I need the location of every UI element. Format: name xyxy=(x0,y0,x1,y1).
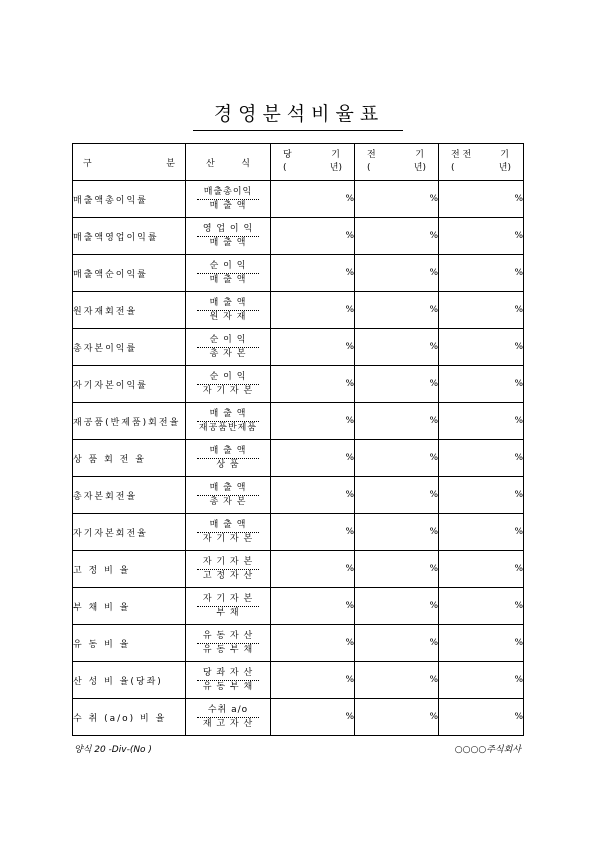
numerator: 매 출 액 xyxy=(197,519,259,533)
denominator: 매 출 액 xyxy=(209,237,247,248)
header-gubun xyxy=(73,144,186,181)
value-current: % xyxy=(271,699,355,736)
denominator: 매 출 액 xyxy=(209,274,247,285)
table-row xyxy=(73,403,524,440)
value-current: % xyxy=(271,329,355,366)
formula-cell xyxy=(186,477,271,514)
value-before-previous: % xyxy=(439,403,524,440)
denominator: 자 기 자 본 xyxy=(202,385,254,396)
formula-cell xyxy=(186,218,271,255)
formula-cell xyxy=(186,292,271,329)
year-open: ( xyxy=(367,163,371,173)
value-before-previous: % xyxy=(439,477,524,514)
page-title: 경영분석비율표 xyxy=(213,103,385,125)
header-gubun-left: 구 xyxy=(83,158,92,169)
value-current: % xyxy=(271,440,355,477)
value-current: % xyxy=(271,255,355,292)
ratio-name: 총자본회전율 xyxy=(73,477,186,514)
denominator: 유 동 부 채 xyxy=(202,681,254,692)
numerator: 유 동 자 산 xyxy=(197,630,259,644)
numerator: 자 기 자 본 xyxy=(197,556,259,570)
header-period-current xyxy=(271,144,355,181)
formula-cell xyxy=(186,588,271,625)
value-previous: % xyxy=(355,329,439,366)
ratio-name: 고 정 비 율 xyxy=(73,551,186,588)
numerator: 당 좌 자 산 xyxy=(197,667,259,681)
formula-cell xyxy=(186,514,271,551)
value-previous: % xyxy=(355,699,439,736)
table-row xyxy=(73,366,524,403)
ratio-name: 매출액영업이익률 xyxy=(73,218,186,255)
value-before-previous: % xyxy=(439,625,524,662)
numerator: 영 업 이 익 xyxy=(197,223,259,237)
table-row xyxy=(73,588,524,625)
formula-fraction xyxy=(197,519,259,546)
formula-cell xyxy=(186,329,271,366)
ratio-name: 원자재회전율 xyxy=(73,292,186,329)
numerator: 순 이 익 xyxy=(197,334,259,348)
value-before-previous: % xyxy=(439,588,524,625)
value-before-previous: % xyxy=(439,292,524,329)
ratio-name: 자기자본회전율 xyxy=(73,514,186,551)
header-formula xyxy=(186,144,271,181)
numerator: 순 이 익 xyxy=(197,371,259,385)
value-current: % xyxy=(271,662,355,699)
denominator: 총 자 본 xyxy=(209,496,247,507)
period-label: 당 xyxy=(283,150,292,160)
value-previous: % xyxy=(355,514,439,551)
value-current: % xyxy=(271,218,355,255)
formula-fraction xyxy=(197,704,259,731)
table-row xyxy=(73,625,524,662)
value-current: % xyxy=(271,403,355,440)
header-formula-left: 산 xyxy=(206,158,215,169)
value-previous: % xyxy=(355,440,439,477)
ratio-name: 매출액총이익률 xyxy=(73,181,186,218)
year-open: ( xyxy=(451,163,455,173)
ratio-name: 산 성 비 율(당좌) xyxy=(73,662,186,699)
denominator: 고 정 자 산 xyxy=(202,570,254,581)
value-before-previous: % xyxy=(439,551,524,588)
value-current: % xyxy=(271,477,355,514)
numerator: 수취 a/o xyxy=(197,704,259,718)
value-before-previous: % xyxy=(439,329,524,366)
period-suffix: 기 xyxy=(331,150,340,160)
value-previous: % xyxy=(355,588,439,625)
value-previous: % xyxy=(355,218,439,255)
table-row xyxy=(73,181,524,218)
formula-cell xyxy=(186,625,271,662)
table-row xyxy=(73,329,524,366)
numerator: 매 출 액 xyxy=(197,482,259,496)
year-open: ( xyxy=(283,163,287,173)
ratio-name: 부 채 비 율 xyxy=(73,588,186,625)
period-label: 전 전 xyxy=(451,150,472,160)
ratio-name: 유 동 비 율 xyxy=(73,625,186,662)
denominator: 원 자 재 xyxy=(209,311,247,322)
formula-fraction xyxy=(197,556,259,583)
value-previous: % xyxy=(355,366,439,403)
value-before-previous: % xyxy=(439,662,524,699)
denominator: 매 출 액 xyxy=(209,200,247,211)
header-gubun-right: 분 xyxy=(166,158,175,169)
denominator: 상 품 xyxy=(216,459,240,470)
table-row xyxy=(73,551,524,588)
numerator: 매 출 액 xyxy=(197,408,259,422)
formula-fraction xyxy=(197,667,259,694)
formula-cell xyxy=(186,366,271,403)
value-current: % xyxy=(271,588,355,625)
value-current: % xyxy=(271,625,355,662)
value-before-previous: % xyxy=(439,255,524,292)
period-label: 전 xyxy=(367,150,376,160)
value-before-previous: % xyxy=(439,218,524,255)
denominator: 재 고 자 산 xyxy=(202,718,254,729)
formula-cell xyxy=(186,403,271,440)
year-close: 년) xyxy=(413,163,426,173)
value-current: % xyxy=(271,514,355,551)
formula-fraction xyxy=(197,334,259,361)
value-current: % xyxy=(271,181,355,218)
formula-fraction xyxy=(197,186,259,213)
table-row xyxy=(73,255,524,292)
value-previous: % xyxy=(355,625,439,662)
denominator: 유 동 부 채 xyxy=(202,644,254,655)
ratio-name: 자기자본이익률 xyxy=(73,366,186,403)
value-previous: % xyxy=(355,477,439,514)
header-row xyxy=(73,144,524,181)
table-row xyxy=(73,514,524,551)
formula-cell xyxy=(186,699,271,736)
title-underline xyxy=(193,130,403,131)
ratio-name: 수 취 (a/o) 비 율 xyxy=(73,699,186,736)
formula-fraction xyxy=(197,260,259,287)
value-current: % xyxy=(271,292,355,329)
formula-fraction xyxy=(197,297,259,324)
ratio-table xyxy=(72,143,524,736)
ratio-table-body xyxy=(73,181,524,736)
ratio-name: 총자본이익률 xyxy=(73,329,186,366)
ratio-name: 매출액순이익률 xyxy=(73,255,186,292)
formula-fraction xyxy=(197,445,259,472)
formula-fraction xyxy=(197,482,259,509)
value-previous: % xyxy=(355,551,439,588)
numerator: 자 기 자 본 xyxy=(197,593,259,607)
value-before-previous: % xyxy=(439,699,524,736)
form-number: 양식 20 -Div-(No ) xyxy=(74,745,152,755)
value-before-previous: % xyxy=(439,366,524,403)
header-formula-right: 식 xyxy=(241,158,250,169)
denominator: 재공품반제품 xyxy=(198,422,258,433)
ratio-name: 상 품 회 전 율 xyxy=(73,440,186,477)
numerator: 순 이 익 xyxy=(197,260,259,274)
table-row xyxy=(73,440,524,477)
formula-fraction xyxy=(197,223,259,250)
formula-fraction xyxy=(197,408,259,435)
company-name: ○○○○주식회사 xyxy=(454,745,521,755)
formula-cell xyxy=(186,255,271,292)
header-period-previous xyxy=(355,144,439,181)
numerator: 매 출 액 xyxy=(197,445,259,459)
value-previous: % xyxy=(355,181,439,218)
value-current: % xyxy=(271,551,355,588)
denominator: 총 자 본 xyxy=(209,348,247,359)
year-close: 년) xyxy=(498,163,511,173)
period-suffix: 기 xyxy=(500,150,509,160)
table-row xyxy=(73,477,524,514)
table-row xyxy=(73,699,524,736)
value-previous: % xyxy=(355,403,439,440)
formula-fraction xyxy=(197,371,259,398)
denominator: 자 기 자 본 xyxy=(202,533,254,544)
formula-cell xyxy=(186,440,271,477)
value-previous: % xyxy=(355,255,439,292)
year-close: 년) xyxy=(329,163,342,173)
ratio-name: 재공품(반제품)회전율 xyxy=(73,403,186,440)
value-before-previous: % xyxy=(439,440,524,477)
denominator: 부 채 xyxy=(216,607,240,618)
formula-cell xyxy=(186,181,271,218)
value-before-previous: % xyxy=(439,514,524,551)
table-row xyxy=(73,292,524,329)
formula-cell xyxy=(186,662,271,699)
period-suffix: 기 xyxy=(415,150,424,160)
header-period-before-previous xyxy=(439,144,524,181)
value-before-previous: % xyxy=(439,181,524,218)
formula-fraction xyxy=(197,630,259,657)
table-row xyxy=(73,662,524,699)
numerator: 매 출 액 xyxy=(197,297,259,311)
value-current: % xyxy=(271,366,355,403)
value-previous: % xyxy=(355,662,439,699)
formula-fraction xyxy=(197,593,259,620)
numerator: 매출총이익 xyxy=(197,186,259,200)
formula-cell xyxy=(186,551,271,588)
value-previous: % xyxy=(355,292,439,329)
table-row xyxy=(73,218,524,255)
